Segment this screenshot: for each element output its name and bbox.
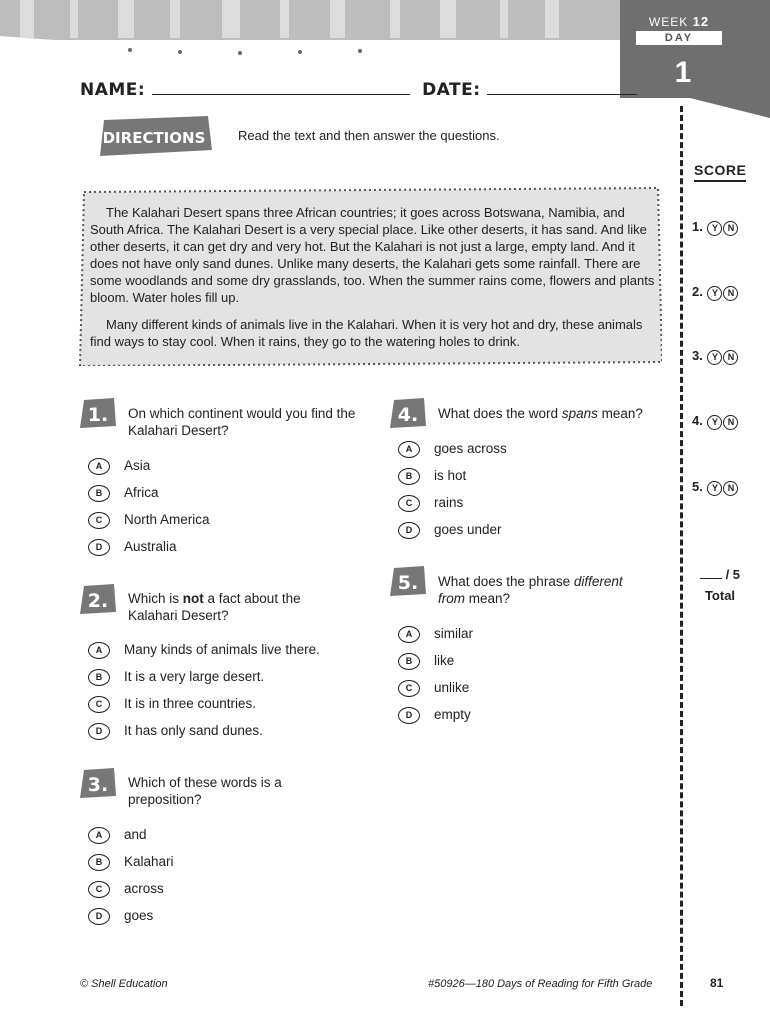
question-3-text: Which of these words is a preposition? xyxy=(128,775,282,807)
question-1-option-b[interactable]: B Africa xyxy=(88,485,159,502)
date-field[interactable] xyxy=(487,80,637,95)
score-title: SCORE xyxy=(694,162,746,182)
score-item-4: 4. Y N xyxy=(692,413,738,430)
passage-paragraph-1: The Kalahari Desert spans three African countries; it goes across Botswana, Namibia, and South Africa. The Kalahari Desert is a very special place. Like other deserts, it has sand. And like other deserts, it can get dry and very hot. But the Kalahari is not just a large, empty land. And it does not have only sand dunes. Unlike many deserts, the Kalahari gets some rainfall. There are some woodlands and some dry grasslands, too. When the summer rains come, flowers and plants bloom. Water holes fill up. xyxy=(90,205,655,305)
score-item-1: 1. Y N xyxy=(692,219,738,236)
question-3-option-b[interactable]: B Kalahari xyxy=(88,854,174,871)
question-5-text: What does the phrase different from mean? xyxy=(438,574,623,606)
directions-text: Read the text and then answer the questions. xyxy=(238,128,500,143)
question-5-option-c[interactable]: C unlike xyxy=(398,680,469,697)
question-5-option-a[interactable]: A similar xyxy=(398,626,473,643)
no-circle[interactable]: N xyxy=(723,286,738,301)
week-label: WEEK 12 xyxy=(648,14,710,29)
yes-circle[interactable]: Y xyxy=(707,481,722,496)
score-item-5: 5. Y N xyxy=(692,479,738,496)
question-2-option-c[interactable]: C It is in three countries. xyxy=(88,696,256,713)
question-3-option-c[interactable]: C across xyxy=(88,881,164,898)
question-1-option-c[interactable]: C North America xyxy=(88,512,210,529)
name-field[interactable] xyxy=(152,80,410,95)
yes-circle[interactable]: Y xyxy=(707,350,722,365)
question-5-option-d[interactable]: D empty xyxy=(398,707,471,724)
question-1-option-d[interactable]: D Australia xyxy=(88,539,177,556)
score-item-3: 3. Y N xyxy=(692,348,738,365)
page-number: 81 xyxy=(710,976,724,990)
yes-circle[interactable]: Y xyxy=(707,286,722,301)
name-date-line xyxy=(80,80,637,100)
name-label: NAME: xyxy=(80,80,146,100)
question-2-option-d[interactable]: D It has only sand dunes. xyxy=(88,723,263,740)
directions-badge-text: DIRECTIONS xyxy=(102,129,206,147)
question-number-badge-3 xyxy=(80,768,116,798)
question-2-text: Which is not a fact about the Kalahari Desert? xyxy=(128,591,301,623)
question-5-option-b[interactable]: B like xyxy=(398,653,454,670)
date-label: DATE: xyxy=(422,80,481,100)
question-number-badge-1 xyxy=(80,398,116,428)
question-3-option-a[interactable]: A and xyxy=(88,827,147,844)
week-day-label xyxy=(636,14,722,45)
svg-text:2.: 2. xyxy=(87,590,109,612)
svg-text:1.: 1. xyxy=(87,404,109,426)
passage-paragraph-2: Many different kinds of animals live in the Kalahari. When it is very hot and dry, these animals find ways to stay cool. When it rains, they go to the watering holes to drink. xyxy=(90,317,643,349)
question-1-text: On which continent would you find the Kalahari Desert? xyxy=(128,406,356,438)
svg-text:5.: 5. xyxy=(397,572,419,594)
yes-circle[interactable]: Y xyxy=(707,221,722,236)
question-4-text: What does the word spans mean? xyxy=(438,406,643,421)
directions-badge xyxy=(96,116,212,156)
question-4-option-b[interactable]: B is hot xyxy=(398,468,466,485)
reading-passage xyxy=(78,186,662,366)
question-2-option-a[interactable]: A Many kinds of animals live there. xyxy=(88,642,320,659)
no-circle[interactable]: N xyxy=(723,350,738,365)
day-number: 1 xyxy=(674,56,692,89)
question-3-option-d[interactable]: D goes xyxy=(88,908,153,925)
question-1-option-a[interactable]: A Asia xyxy=(88,458,150,475)
question-number-badge-4 xyxy=(390,398,426,428)
question-4-option-c[interactable]: C rains xyxy=(398,495,463,512)
footer-book-title: #50926—180 Days of Reading for Fifth Grade xyxy=(428,978,653,990)
question-number-badge-5 xyxy=(390,566,426,596)
yes-circle[interactable]: Y xyxy=(707,415,722,430)
footer-publisher: © Shell Education xyxy=(80,978,168,990)
question-4-option-a[interactable]: A goes across xyxy=(398,441,507,458)
total-label: Total xyxy=(704,588,736,603)
no-circle[interactable]: N xyxy=(723,481,738,496)
score-total: / 5 Total xyxy=(690,567,750,603)
no-circle[interactable]: N xyxy=(723,221,738,236)
svg-text:3.: 3. xyxy=(87,774,109,796)
question-2-option-b[interactable]: B It is a very large desert. xyxy=(88,669,264,686)
total-field[interactable] xyxy=(700,568,722,579)
score-column-divider xyxy=(680,106,686,1006)
day-label: DAY xyxy=(636,31,722,45)
question-4-option-d[interactable]: D goes under xyxy=(398,522,502,539)
svg-text:4.: 4. xyxy=(397,404,419,426)
no-circle[interactable]: N xyxy=(723,415,738,430)
score-item-2: 2. Y N xyxy=(692,284,738,301)
question-number-badge-2 xyxy=(80,584,116,614)
